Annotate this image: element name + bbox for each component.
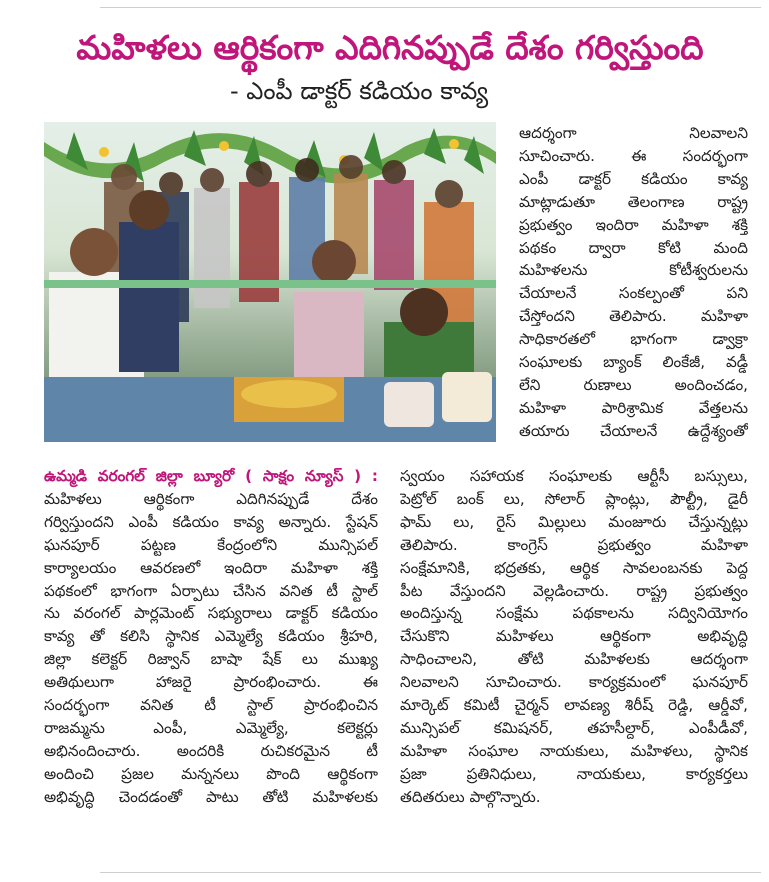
byline: - ఎంపీ డాక్టర్ కడియం కావ్య (230, 77, 489, 105)
text-line: జిల్లా కలెక్టర్ రిజ్వాన్ బాషా షేక్ లు ముఖ్య (44, 650, 378, 669)
text-line: పథకం ద్వారా కోటి మంది (519, 238, 748, 257)
text-line: సందర్భంగా వనిత టీ స్టాల్ ప్రారంభించిన (44, 696, 378, 715)
bottom-rule (100, 872, 761, 873)
text-line: రాజమ్మను ఎంపీ, ఎమ్మెల్యే, కలెక్టర్లు (44, 718, 378, 737)
bowl (384, 382, 434, 427)
text-line: ఎంపీ డాక్టర్ కడియం కావ్య (519, 169, 748, 188)
text-line: మహిళలను కోటీశ్వరులను (519, 261, 748, 280)
text-line: సంఘాలకు బ్యాంక్ లింకేజీ, వడ్డీ (519, 353, 748, 372)
text-line: అభివృద్ధి చెందడంతో పాటు తోటి మహిళలకు (44, 787, 378, 806)
ribbon (44, 280, 496, 288)
headline: మహిళలు ఆర్థికంగా ఎదిగినప్పుడే దేశం గర్విస్తుంది (76, 28, 704, 67)
text-line: పథకంలో భాగంగా ఏర్పాటు చేసిన వనిత టీ స్టాల్ (44, 581, 378, 600)
text-line: తెలిపారు. కాంగ్రెస్ ప్రభుత్వం మహిళా (400, 535, 748, 554)
text-line: లేని రుణాలు అందించడం, (519, 375, 748, 394)
text-line: ప్రజా ప్రతినిధులు, నాయకులు, కార్యకర్తలు (400, 764, 748, 783)
text-line: మహిళలు ఆర్థికంగా ఎదిగినప్పుడే దేశం (44, 489, 378, 508)
text-line: పీట వేస్తుందని వెల్లడించారు. రాష్ట్ర ప్రభుత్వం (400, 581, 748, 600)
text-line: మహిళా సంఘాల నాయకులు, మహిళలు, స్థానిక (400, 741, 748, 760)
text-line: ను వరంగల్ పార్లమెంట్ సభ్యురాలు డాక్టర్ కడియం (44, 604, 378, 623)
wide-column-text (400, 465, 748, 809)
text-line: స్వయం సహాయక సంఘాలకు ఆర్టీసీ బస్సులు, (400, 467, 748, 485)
bowl (442, 372, 492, 422)
text-line: కార్యాలయం ఆవరణలో ఇందిరా మహిళా శక్తి (44, 558, 378, 577)
text-line: అందిస్తున్న సంక్షేమ పథకాలను సద్వినియోగం (400, 604, 748, 623)
text-line: సాధికారతలో భాగంగా డ్వాక్రా (519, 330, 748, 349)
left-column-text (44, 465, 378, 809)
text-line: తదితరులు పాల్గొన్నారు. (400, 787, 541, 806)
text-line: ఆదర్శంగా నిలవాలని (519, 124, 748, 142)
dateline: ఉమ్మడి వరంగల్ జిల్లా బ్యూరో ( సాక్షం న్యూస్ ) : (44, 467, 378, 485)
text-line: ప్రభుత్వం ఇందిరా మహిళా శక్తి (519, 215, 748, 234)
text-line: తయారు చేయాలనే ఉద్దేశ్యంతో (519, 421, 748, 440)
text-line: సంక్షేమానికి, భద్రతకు, ఆర్థిక సావలంబనకు పెద్ద (400, 558, 748, 577)
text-line: సాధించాలని, తోటి మహిళలకు ఆదర్శంగా (400, 650, 748, 669)
top-rule (100, 7, 761, 8)
text-line: ఘనపూర్ పట్టణ కేంద్రంలోని మున్సిపల్ (44, 535, 378, 554)
text-line: అందించి ప్రజల మన్ననలు పొంది ఆర్థికంగా (44, 764, 378, 783)
text-line: గర్విస్తుందని ఎంపీ కడియం కావ్య అన్నారు. స్టేషన్ (44, 512, 378, 531)
right-column-text (519, 122, 748, 443)
text-line: చేస్తోందని తెలిపారు. మహిళా (519, 307, 748, 326)
text-line: అభినందించారు. అందరికి రుచికరమైన టీ (44, 741, 378, 760)
text-line: ఫామ్ లు, రైస్ మిల్లులు మంజూరు చేస్తున్నట్లు (400, 512, 748, 531)
text-line: చేయాలనే సంకల్పంతో పని (519, 284, 748, 303)
text-line: అతిథులుగా హాజరై ప్రారంభించారు. ఈ (44, 673, 378, 692)
news-photo (44, 122, 496, 442)
text-line: సూచించారు. ఈ సందర్భంగా (519, 146, 748, 165)
text-line: నిలవాలని సూచించారు. కార్యక్రమంలో ఘనపూర్ (400, 673, 748, 692)
text-line: పెట్రోల్ బంక్ లు, సోలార్ ప్లాంట్లు, పౌల్ట్రీ, డైరీ (400, 489, 748, 508)
text-line: మహిళా పారిశ్రామిక వేత్తలను (519, 398, 748, 417)
text-line: మున్సిపల్ కమిషనర్, తహసీల్దార్, ఎంపీడీవో, (400, 718, 748, 737)
text-line: చేసుకొని మహిళలు ఆర్థికంగా అభివృద్ధి (400, 627, 748, 646)
text-line: మాట్లాడుతూ తెలంగాణ రాష్ట్ర (519, 192, 748, 211)
text-line: కావ్య తో కలిసి స్థానిక ఎమ్మెల్యే కడియం శ్రీహరి, (44, 627, 378, 646)
text-line: మార్కెట్ కమిటీ చైర్మన్ లావణ్య శిరీష్ రెడ్డి, ఆర్డీవో, (400, 696, 748, 715)
